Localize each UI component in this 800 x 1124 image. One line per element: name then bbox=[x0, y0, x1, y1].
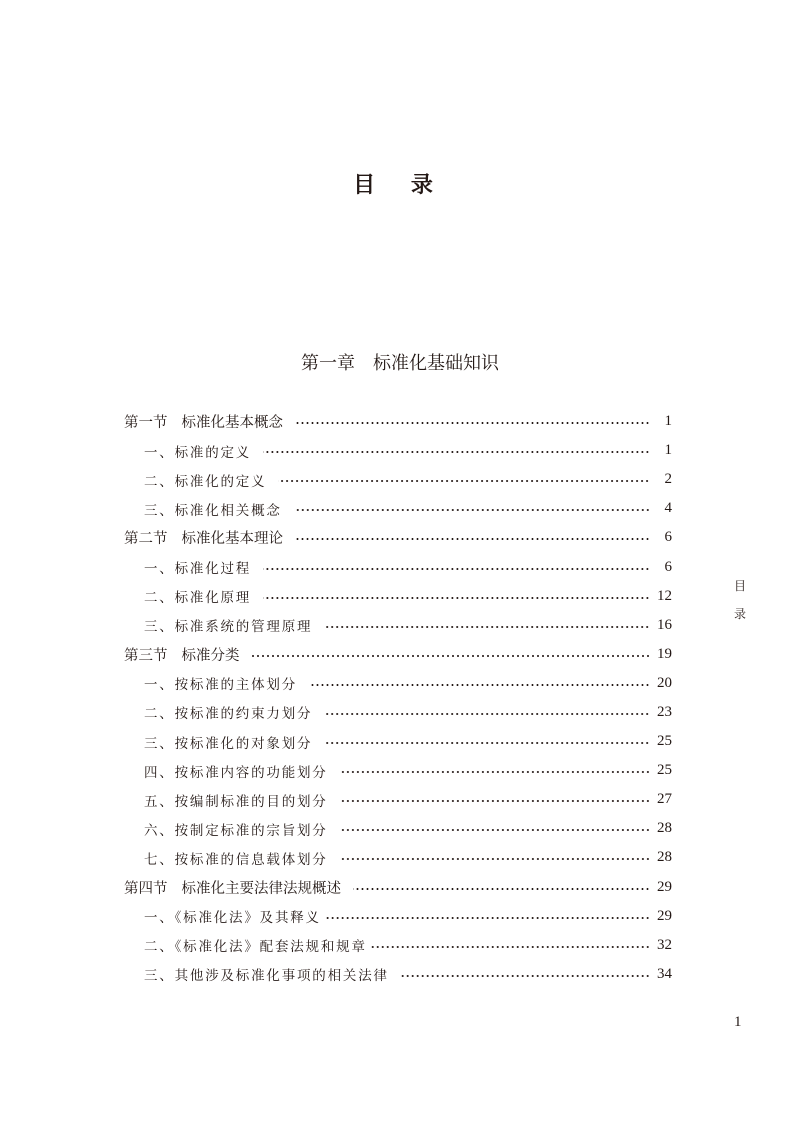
toc-title: 按标准的主体划分 bbox=[174, 677, 298, 694]
toc-page-number: 25 bbox=[657, 733, 672, 750]
toc-number: 三、 bbox=[144, 735, 175, 752]
dot-leader bbox=[294, 509, 650, 511]
dot-leader bbox=[353, 888, 650, 890]
toc-item[interactable] bbox=[124, 843, 672, 872]
dot-leader bbox=[263, 451, 650, 453]
toc-number: 第四节 bbox=[124, 880, 168, 897]
toc-title: 标准化的定义 bbox=[174, 473, 267, 490]
toc-number: 二、 bbox=[144, 706, 175, 723]
dot-leader bbox=[325, 917, 650, 919]
toc-number: 三、 bbox=[144, 502, 175, 519]
toc-number: 四、 bbox=[144, 764, 175, 781]
toc-title: 标准化基本概念 bbox=[181, 415, 283, 432]
dot-leader bbox=[324, 713, 650, 715]
toc-title: 标准化相关概念 bbox=[174, 502, 282, 519]
toc-title: 标准化原理 bbox=[174, 590, 252, 607]
toc-item[interactable] bbox=[124, 436, 672, 465]
toc-page-number: 2 bbox=[664, 471, 672, 488]
dot-leader bbox=[340, 858, 650, 860]
toc-title: 标准的定义 bbox=[174, 444, 252, 461]
dot-leader bbox=[309, 684, 650, 686]
toc-page-number: 16 bbox=[657, 616, 672, 633]
toc-page-number: 27 bbox=[657, 791, 672, 808]
table-of-contents bbox=[124, 407, 672, 989]
dot-leader bbox=[340, 771, 650, 773]
chapter-number: 第一章 bbox=[301, 353, 355, 374]
toc-section-4[interactable] bbox=[124, 873, 672, 902]
toc-page-number: 25 bbox=[657, 762, 672, 779]
toc-number: 二、 bbox=[144, 590, 175, 607]
dot-leader bbox=[401, 975, 650, 977]
dot-leader bbox=[295, 538, 650, 540]
toc-title: 标准分类 bbox=[181, 647, 240, 664]
toc-number: 一、 bbox=[144, 444, 175, 461]
toc-section-2[interactable] bbox=[124, 523, 672, 552]
dot-leader bbox=[340, 800, 650, 802]
dot-leader bbox=[324, 742, 650, 744]
toc-number: 一、 bbox=[144, 910, 175, 927]
toc-page-number: 1 bbox=[664, 442, 672, 459]
toc-item[interactable] bbox=[124, 814, 672, 843]
toc-title: 按标准内容的功能划分 bbox=[174, 764, 328, 781]
toc-number: 二、 bbox=[144, 939, 175, 956]
side-tab-char: 目 bbox=[733, 579, 746, 593]
toc-number: 第三节 bbox=[124, 647, 168, 664]
toc-page-number: 4 bbox=[664, 500, 672, 517]
toc-item[interactable] bbox=[124, 960, 672, 989]
toc-item[interactable] bbox=[124, 494, 672, 523]
toc-title: 其他涉及标准化事项的相关法律 bbox=[174, 968, 389, 985]
toc-number: 第二节 bbox=[124, 531, 168, 548]
toc-item[interactable] bbox=[124, 931, 672, 960]
toc-number: 三、 bbox=[144, 968, 175, 985]
toc-item[interactable] bbox=[124, 727, 672, 756]
toc-number: 二、 bbox=[144, 473, 175, 490]
toc-title: 标准化基本理论 bbox=[181, 531, 283, 548]
dot-leader bbox=[295, 422, 650, 424]
toc-item[interactable] bbox=[124, 669, 672, 698]
chapter-heading bbox=[0, 350, 800, 378]
toc-item[interactable] bbox=[124, 756, 672, 785]
chapter-title: 标准化基础知识 bbox=[373, 353, 499, 374]
toc-number: 六、 bbox=[144, 822, 175, 839]
toc-page-number: 34 bbox=[657, 965, 672, 982]
toc-item[interactable] bbox=[124, 582, 672, 611]
toc-page-number: 6 bbox=[664, 558, 672, 575]
toc-page-number: 28 bbox=[657, 820, 672, 837]
toc-item[interactable] bbox=[124, 465, 672, 494]
toc-title: 按标准化的对象划分 bbox=[174, 735, 313, 752]
toc-item[interactable] bbox=[124, 611, 672, 640]
page-number: 1 bbox=[734, 1014, 742, 1030]
toc-title: 按制定标准的宗旨划分 bbox=[174, 822, 328, 839]
toc-page-number: 12 bbox=[657, 587, 672, 604]
toc-section-1[interactable] bbox=[124, 407, 672, 436]
side-tab-label bbox=[733, 572, 747, 628]
toc-number: 七、 bbox=[144, 851, 175, 868]
dot-leader bbox=[371, 946, 650, 948]
dot-leader bbox=[340, 829, 650, 831]
toc-title: 标准系统的管理原理 bbox=[174, 619, 313, 636]
toc-item[interactable] bbox=[124, 902, 672, 931]
toc-number: 三、 bbox=[144, 619, 175, 636]
toc-section-3[interactable] bbox=[124, 640, 672, 669]
dot-leader bbox=[278, 480, 650, 482]
toc-title: 《标准化法》及其释义 bbox=[174, 910, 321, 927]
toc-page-number: 29 bbox=[657, 907, 672, 924]
toc-page-number: 20 bbox=[657, 674, 672, 691]
toc-page-number: 29 bbox=[657, 878, 672, 895]
toc-page-number: 23 bbox=[657, 703, 672, 720]
toc-number: 第一节 bbox=[124, 415, 168, 432]
toc-page-number: 28 bbox=[657, 849, 672, 866]
toc-item[interactable] bbox=[124, 785, 672, 814]
page-title: 目 录 bbox=[353, 173, 447, 198]
toc-number: 五、 bbox=[144, 793, 175, 810]
toc-title: 按标准的约束力划分 bbox=[174, 706, 313, 723]
toc-page-number: 1 bbox=[664, 413, 672, 430]
dot-leader bbox=[263, 568, 650, 570]
toc-number: 一、 bbox=[144, 677, 175, 694]
toc-page-number: 32 bbox=[657, 936, 672, 953]
toc-number: 一、 bbox=[144, 561, 175, 578]
dot-leader bbox=[252, 655, 651, 657]
toc-title: 标准化过程 bbox=[174, 561, 252, 578]
toc-item[interactable] bbox=[124, 552, 672, 581]
toc-page-number: 6 bbox=[664, 529, 672, 546]
toc-page-number: 19 bbox=[657, 645, 672, 662]
toc-title: 《标准化法》配套法规和规章 bbox=[174, 939, 367, 956]
dot-leader bbox=[263, 597, 650, 599]
toc-title: 标准化主要法律法规概述 bbox=[181, 880, 341, 897]
dot-leader bbox=[324, 626, 650, 628]
toc-item[interactable] bbox=[124, 698, 672, 727]
side-tab-char: 录 bbox=[733, 607, 746, 621]
toc-title: 按编制标准的目的划分 bbox=[174, 793, 328, 810]
toc-title: 按标准的信息载体划分 bbox=[174, 851, 328, 868]
